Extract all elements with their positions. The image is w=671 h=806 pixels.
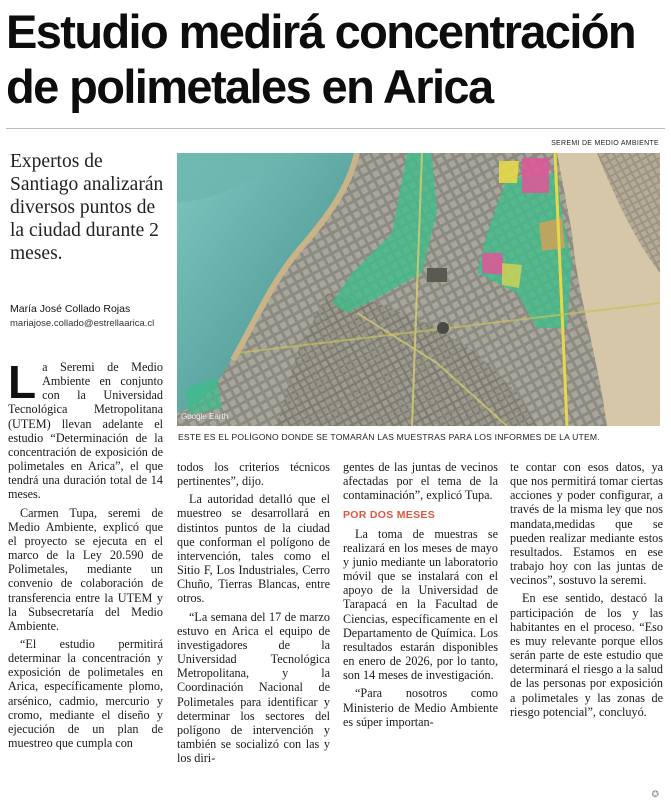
- section-subhead: POR DOS MESES: [343, 509, 436, 522]
- article-column-4: [510, 460, 663, 723]
- headline-line-2: de polimetales en Arica: [6, 60, 493, 113]
- paragraph: “El estudio permitirá determinar la concentración y exposición de polimetales en Arica, específicamente plomo, arsénico, cadmio, mercurio y cromo, mediante el diseño y ejecución de un plan de muestreo que cumpla con: [8, 636, 163, 751]
- aerial-map-photo: [177, 153, 660, 426]
- paragraph: te contar con esos datos, ya que nos permitirá tomar ciertas acciones y poder configurar, a través de la misma ley que nos mandata,medidas que se pueden realizar mediante estos resultados. Estamos en ese trabajo hoy con las juntas de vecinos”, sostuvo la seremi.: [510, 460, 663, 588]
- paragraph: La autoridad detalló que el muestreo se desarrollará en distintos puntos de la ciudad que conforman el polígono de intervención, tales como el Sitio F, Los Industriales, Cerro Chuño, Tierras Blancas, entre otros.: [177, 492, 330, 606]
- headline: [6, 4, 666, 114]
- paragraph: En ese sentido, destacó la participación de los y las habitantes en el proceso. “Eso es muy relevante porque ellos serán parte de este estudio que determinará el riesgo a la salud de las personas por exposición a polimetales y las zonas de riesgo potencial”, concluyó.: [510, 591, 663, 719]
- aerial-map-illustration: [177, 153, 660, 426]
- map-watermark: Google Earth: [181, 412, 229, 421]
- paragraph: Carmen Tupa, seremi de Medio Ambiente, explicó que el proyecto se ejecuta en el marco de la Ley 20.590 de Polimetales, mediante un convenio de colaboración de transferencia entre la UTEM y la Subsecretaría del Medio Ambiente.: [8, 505, 163, 633]
- headline-divider: [6, 128, 665, 129]
- photo-credit: SEREMI DE MEDIO AMBIENTE: [551, 140, 659, 147]
- paragraph-text: a Seremi de Medio Ambiente en conjunto con la Universidad Tecnológica Metropolitana (UTEM) llevan adelante el estudio “Determinación de la concentración de exposición de polimetales en Arica”, el que tendrá una duración total de 14 meses.: [8, 360, 163, 502]
- paragraph: [8, 356, 163, 502]
- paragraph: todos los criterios técnicos pertinentes”, dijo.: [177, 460, 330, 489]
- paragraph: “La semana del 17 de marzo estuvo en Arica el equipo de investigadores de la Universidad Tecnológica Metropolitana, y la Coordinación Nacional de Polimetales para identificar y determinar los sectores del polígono de intervención y también se socializó con las y los diri-: [177, 609, 330, 766]
- article-column-2: [177, 460, 330, 769]
- drop-cap: L: [8, 356, 37, 408]
- article-column-3: [343, 460, 498, 733]
- photo-caption: ESTE ES EL POLÍGONO DONDE SE TOMARÁN LAS MUESTRAS PARA LOS INFORMES DE LA UTEM.: [178, 432, 600, 442]
- article-column-1: [8, 356, 163, 754]
- byline-author: María José Collado Rojas: [10, 303, 131, 315]
- byline-email: mariajose.collado@estrellaarica.cl: [10, 318, 155, 329]
- end-mark-icon: ✪: [651, 790, 659, 800]
- headline-line-1: Estudio medirá concentración: [6, 5, 636, 58]
- paragraph: gentes de las juntas de vecinos afectadas por el tema de la contaminación”, explicó Tupa.: [343, 460, 498, 503]
- paragraph: La toma de muestras se realizará en los meses de mayo y junio mediante un laboratorio móvil que se instalará con el apoyo de la Universidad de Tarapacá en la Facultad de Ciencias, específicamente en el Departamento de Química. Los resultados estarán disponibles en enero de 2026, por lo tanto, son 14 meses de investigación.: [343, 526, 498, 683]
- deck-subtitle: Expertos de Santiago analizarán diversos puntos de la ciudad durante 2 meses.: [10, 151, 164, 264]
- paragraph: “Para nosotros como Ministerio de Medio Ambiente es súper importan-: [343, 686, 498, 729]
